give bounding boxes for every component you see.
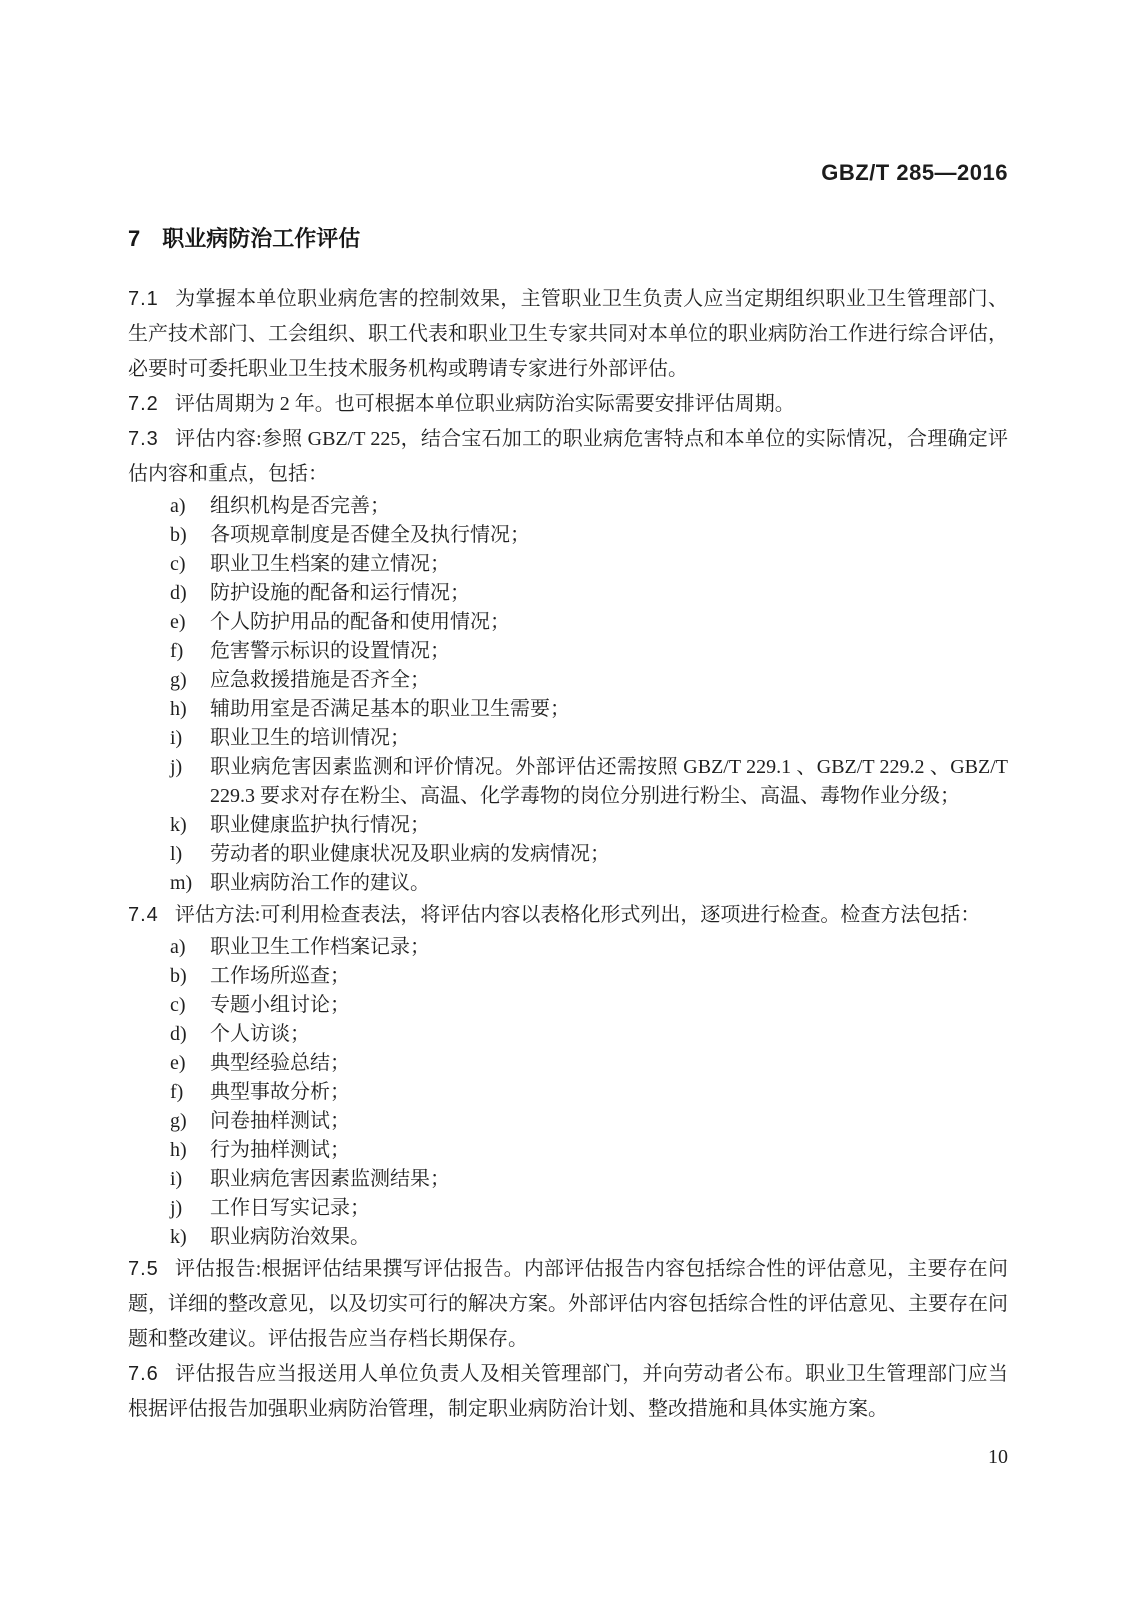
clause-7-3 (128, 422, 1008, 492)
list-item (170, 1020, 1008, 1049)
list-item-label: i) (170, 1168, 183, 1190)
list-item (170, 724, 1008, 753)
list-item-text: 问卷抽样测试； (210, 1110, 350, 1132)
list-item-text: 组织机构是否完善； (210, 495, 390, 517)
list-item-label: k) (170, 1226, 187, 1248)
list-item-label: g) (170, 1110, 187, 1132)
list-item-label: l) (170, 843, 183, 865)
section-number: 7 (128, 226, 141, 251)
clause-text: 评估周期为 2 年。也可根据本单位职业病防治实际需要安排评估周期。 (174, 393, 795, 415)
list-item-text: 防护设施的配备和运行情况； (210, 582, 470, 604)
section-heading (128, 222, 360, 253)
clause-7-5 (128, 1252, 1008, 1357)
list-item-text: 应急救援措施是否齐全； (210, 669, 430, 691)
clause-text: 评估方法:可利用检查表法，将评估内容以表格化形式列出，逐项进行检查。检查方法包括： (174, 904, 981, 926)
list-item (170, 637, 1008, 666)
list-item-text: 典型经验总结； (210, 1052, 350, 1074)
list-item (170, 492, 1008, 521)
list-item-text: 危害警示标识的设置情况； (210, 640, 450, 662)
list-item-label: b) (170, 965, 187, 987)
list-item-text: 个人防护用品的配备和使用情况； (210, 611, 510, 633)
list-item (170, 608, 1008, 637)
standard-code: GBZ/T 285—2016 (821, 160, 1008, 185)
list-item-text: 劳动者的职业健康状况及职业病的发病情况； (210, 843, 610, 865)
list-item-label: m) (170, 872, 193, 894)
list-item-label: g) (170, 669, 187, 691)
list-item (170, 1136, 1008, 1165)
list-item-label: b) (170, 524, 187, 546)
list-item-text: 职业卫生工作档案记录； (210, 936, 430, 958)
list-item-label: d) (170, 582, 187, 604)
list-item-label: j) (170, 756, 183, 778)
list-item (170, 962, 1008, 991)
list-item-text: 职业卫生档案的建立情况； (210, 553, 450, 575)
clause-text: 评估报告应当报送用人单位负责人及相关管理部门，并向劳动者公布。职业卫生管理部门应当根据评估报告加强职业病防治管理，制定职业病防治计划、整改措施和具体实施方案。 (128, 1363, 1008, 1420)
list-item (170, 579, 1008, 608)
list-item-text: 辅助用室是否满足基本的职业卫生需要； (210, 698, 570, 720)
list-item-text: 专题小组讨论； (210, 994, 350, 1016)
clause-number: 7.2 (128, 393, 159, 415)
clause-7-6 (128, 1357, 1008, 1427)
list-item-label: h) (170, 1139, 187, 1161)
clause-7-4 (128, 898, 1008, 933)
list-item-text: 职业病危害因素监测和评价情况。外部评估还需按照 GBZ/T 229.1 、GBZ/T 229.2 、GBZ/T 229.3 要求对存在粉尘、高温、化学毒物的岗位分别进行粉尘、高温、毒物作业分级； (210, 756, 1008, 807)
list-item-text: 职业病危害因素监测结果； (210, 1168, 450, 1190)
list-item-label: a) (170, 495, 186, 517)
list-item-text: 各项规章制度是否健全及执行情况； (210, 524, 530, 546)
clause-number: 7.5 (128, 1258, 159, 1280)
clause-7-3-item-list (128, 492, 1008, 898)
list-item (170, 840, 1008, 869)
list-item-label: i) (170, 727, 183, 749)
list-item (170, 991, 1008, 1020)
list-item (170, 753, 1008, 811)
list-item (170, 933, 1008, 962)
list-item (170, 550, 1008, 579)
page-header (128, 160, 1008, 186)
list-item-text: 工作日写实记录； (210, 1197, 370, 1219)
list-item (170, 1049, 1008, 1078)
list-item (170, 1223, 1008, 1252)
list-item (170, 695, 1008, 724)
list-item-text: 工作场所巡查； (210, 965, 350, 987)
page-number: 10 (988, 1446, 1008, 1468)
clause-7-4-item-list (128, 933, 1008, 1252)
list-item-text: 职业病防治工作的建议。 (210, 872, 430, 894)
list-item-text: 职业卫生的培训情况； (210, 727, 410, 749)
list-item-text: 个人访谈； (210, 1023, 310, 1045)
list-item (170, 811, 1008, 840)
list-item-text: 典型事故分析； (210, 1081, 350, 1103)
list-item-label: f) (170, 640, 184, 662)
list-item-label: f) (170, 1081, 184, 1103)
list-item (170, 1078, 1008, 1107)
clause-text: 评估内容:参照 GBZ/T 225，结合宝石加工的职业病危害特点和本单位的实际情况，合理确定评估内容和重点，包括： (128, 428, 1008, 485)
clause-number: 7.1 (128, 288, 159, 310)
clause-text: 为掌握本单位职业病危害的控制效果，主管职业卫生负责人应当定期组织职业卫生管理部门、生产技术部门、工会组织、职工代表和职业卫生专家共同对本单位的职业病防治工作进行综合评估，必要时可委托职业卫生技术服务机构或聘请专家进行外部评估。 (128, 288, 1008, 380)
clause-number: 7.6 (128, 1363, 159, 1385)
list-item-text: 职业健康监护执行情况； (210, 814, 430, 836)
list-item (170, 1107, 1008, 1136)
clause-7-1 (128, 282, 1008, 387)
list-item (170, 1194, 1008, 1223)
list-item-label: c) (170, 553, 186, 575)
list-item-label: h) (170, 698, 187, 720)
list-item (170, 1165, 1008, 1194)
list-item (170, 869, 1008, 898)
list-item-text: 职业病防治效果。 (210, 1226, 370, 1248)
clause-text: 评估报告:根据评估结果撰写评估报告。内部评估报告内容包括综合性的评估意见，主要存在问题，详细的整改意见，以及切实可行的解决方案。外部评估内容包括综合性的评估意见、主要存在问题和整改建议。评估报告应当存档长期保存。 (128, 1258, 1008, 1350)
list-item-label: e) (170, 1052, 186, 1074)
list-item-label: c) (170, 994, 186, 1016)
list-item-label: a) (170, 936, 186, 958)
list-item-label: e) (170, 611, 186, 633)
clause-7-2 (128, 387, 1008, 422)
list-item (170, 666, 1008, 695)
document-content (128, 282, 1008, 1427)
list-item-label: d) (170, 1023, 187, 1045)
list-item-text: 行为抽样测试； (210, 1139, 350, 1161)
list-item-label: k) (170, 814, 187, 836)
section-title: 职业病防治工作评估 (162, 226, 361, 251)
clause-number: 7.3 (128, 428, 159, 450)
list-item-label: j) (170, 1197, 183, 1219)
list-item (170, 521, 1008, 550)
clause-number: 7.4 (128, 904, 159, 926)
